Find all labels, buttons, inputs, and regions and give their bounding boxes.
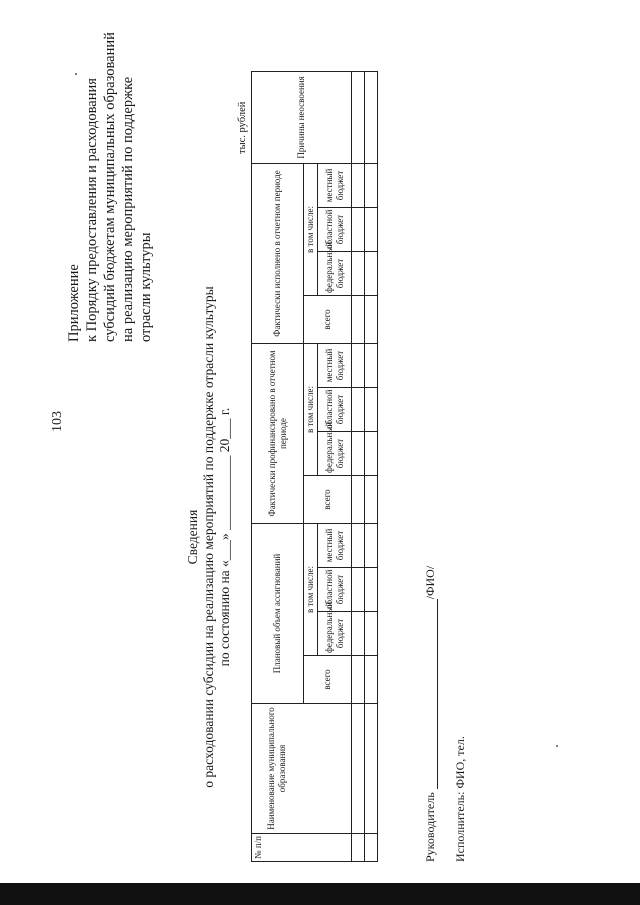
plan-local: местный бюджет [318, 524, 352, 568]
header-executed: Фактически исполнено в отчетном периоде [252, 163, 304, 343]
header-reasons: Причины неосвоения [252, 71, 352, 163]
scan-speck [556, 745, 558, 747]
head-label: Руководитель [423, 792, 437, 862]
report-title-line2: о расходовании субсидии на реализацию мероприятий по поддержке отрасли культуры [201, 286, 216, 788]
scan-edge [0, 883, 640, 905]
executed-regional: областной бюджет [318, 208, 352, 252]
table-header-row [252, 71, 304, 861]
executed-federal: федеральный бюджет [318, 252, 352, 296]
plan-federal: федеральный бюджет [318, 612, 352, 656]
financed-regional: областной бюджет [318, 388, 352, 432]
report-title [185, 212, 233, 862]
page-number: 103 [50, 411, 65, 432]
table-row [365, 71, 378, 861]
appendix-line: отрасли культуры [138, 232, 154, 342]
appendix-line: субсидий бюджетам муниципальных образований [102, 32, 118, 342]
appendix-line: Приложение [66, 264, 82, 342]
scan-speck [75, 73, 77, 75]
executor-line: Исполнитель: ФИО, тел. [453, 736, 467, 862]
table-row [352, 71, 365, 861]
header-municipality: Наименование муниципального образования [252, 704, 352, 834]
financed-local: местный бюджет [318, 344, 352, 388]
appendix-line: на реализацию мероприятий по поддержке [120, 76, 136, 342]
financed-total: всего [304, 476, 352, 524]
report-title-line1: Сведения [185, 509, 200, 565]
financed-federal: федеральный бюджет [318, 432, 352, 476]
header-plan: Плановый объем ассигнований [252, 524, 304, 704]
executed-total: всего [304, 296, 352, 344]
executed-local: местный бюджет [318, 163, 352, 207]
fio-label: /ФИО/ [423, 565, 437, 600]
plan-regional: областной бюджет [318, 568, 352, 612]
report-title-line3: по состоянию на «___» ___________ 20___ г. [217, 407, 232, 667]
plan-including: в том числе: [304, 524, 318, 656]
signature-blank [437, 599, 438, 789]
rotated-page-content [25, 22, 465, 862]
unit-label: тыс. рублей [237, 101, 248, 154]
header-num: № п/п [252, 834, 352, 862]
executed-including: в том числе: [304, 163, 318, 295]
plan-total: всего [304, 656, 352, 704]
appendix-line: к Порядку предоставления и расходования [84, 78, 100, 342]
financed-including: в том числе: [304, 344, 318, 476]
header-financed: Фактически профинансировано в отчетном периоде [252, 344, 304, 524]
report-table [251, 71, 378, 862]
signature-line [423, 566, 438, 862]
appendix-block [65, 32, 155, 342]
